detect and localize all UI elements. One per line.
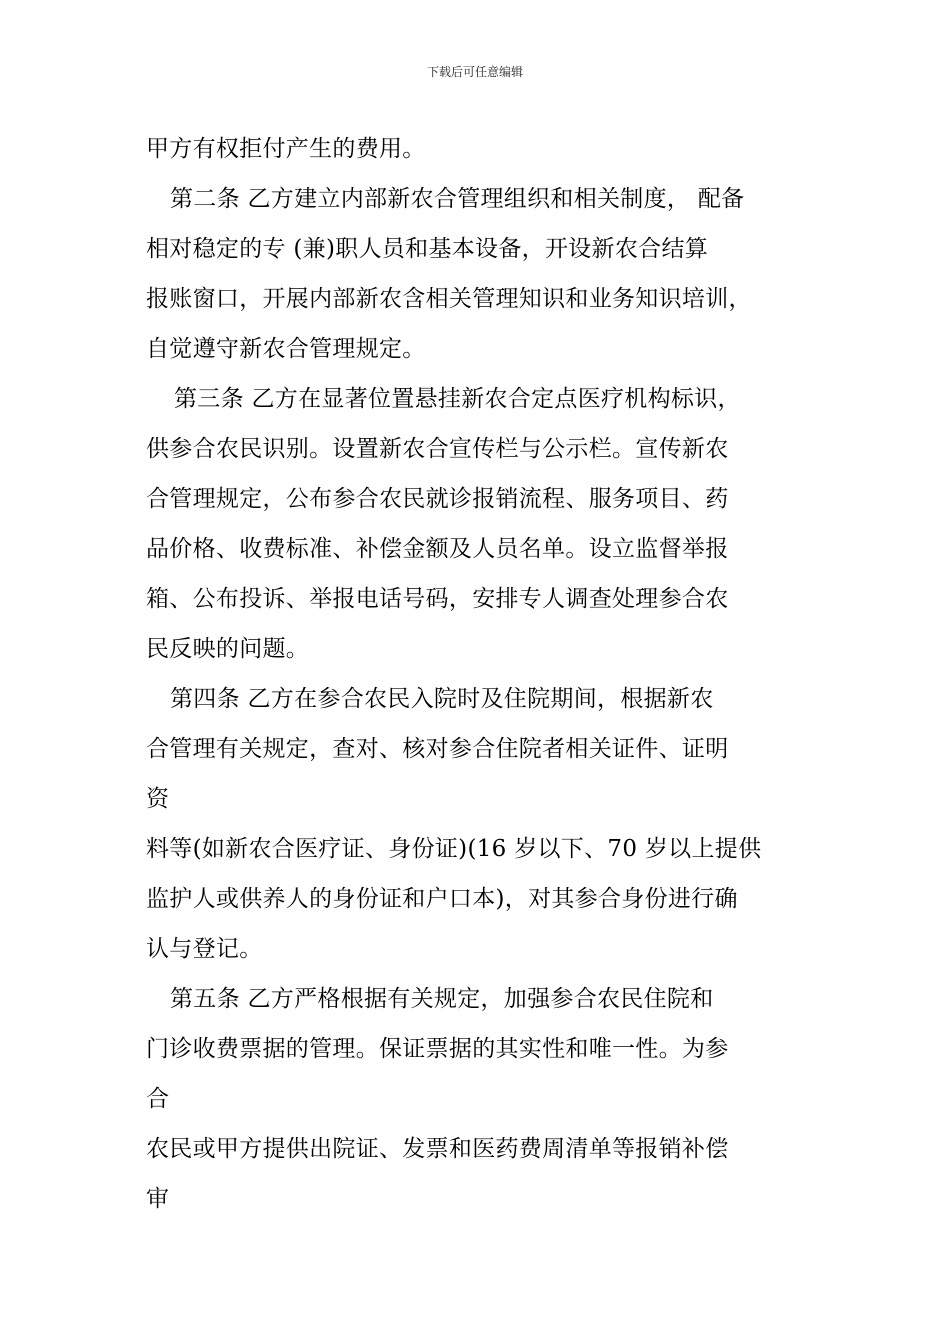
text-line: 合管理规定，公布参合农民就诊报销流程、服务项目、药 [146, 486, 729, 512]
text-line: 甲方有权拒付产生的费用。 [146, 136, 426, 162]
text-line: 监护人或供养人的身份证和户口本)，对其参合身份进行确 [146, 886, 738, 912]
text-line: 箱、公布投诉、举报电话号码，安排专人调查处理参合农 [146, 586, 729, 612]
article-2-heading-line: 第二条 乙方建立内部新农合管理组织和相关制度， 配备 [170, 186, 745, 212]
text-line: 料等(如新农合医疗证、身份证)(16 岁以下、70 岁以上提供 [146, 836, 762, 862]
text-line: 供参合农民识别。设置新农合宣传栏与公示栏。宣传新农 [146, 436, 729, 462]
article-5-heading-line: 第五条 乙方严格根据有关规定，加强参合农民住院和 [170, 986, 714, 1012]
text-line: 合管理有关规定，查对、核对参合住院者相关证件、证明 [146, 736, 729, 762]
text-line: 自觉遵守新农合管理规定。 [146, 336, 426, 362]
article-4-heading-line: 第四条 乙方在参合农民入院时及住院期间，根据新农 [170, 686, 714, 712]
text-line: 合 [146, 1086, 170, 1112]
page-header-note: 下载后可任意编辑 [426, 65, 523, 79]
text-line: 资 [146, 786, 170, 812]
text-line: 民反映的问题。 [146, 636, 310, 662]
text-line: 认与登记。 [146, 936, 263, 962]
text-line: 相对稳定的专 (兼)职人员和基本设备，开设新农合结算 [146, 236, 709, 262]
text-line: 农民或甲方提供出院证、发票和医药费周清单等报销补偿 [146, 1136, 729, 1162]
text-line: 审 [146, 1186, 170, 1212]
document-body [146, 128, 816, 1228]
text-line: 门诊收费票据的管理。保证票据的其实性和唯一性。为参 [146, 1036, 729, 1062]
text-line: 报账窗口，开展内部新农含相关管理知识和业务知识培训， [146, 286, 752, 312]
text-line: 品价格、收费标准、补偿金额及人员名单。设立监督举报 [146, 536, 729, 562]
article-3-heading-line: 第三条 乙方在显著位置悬挂新农合定点医疗机构标识， [174, 386, 741, 412]
